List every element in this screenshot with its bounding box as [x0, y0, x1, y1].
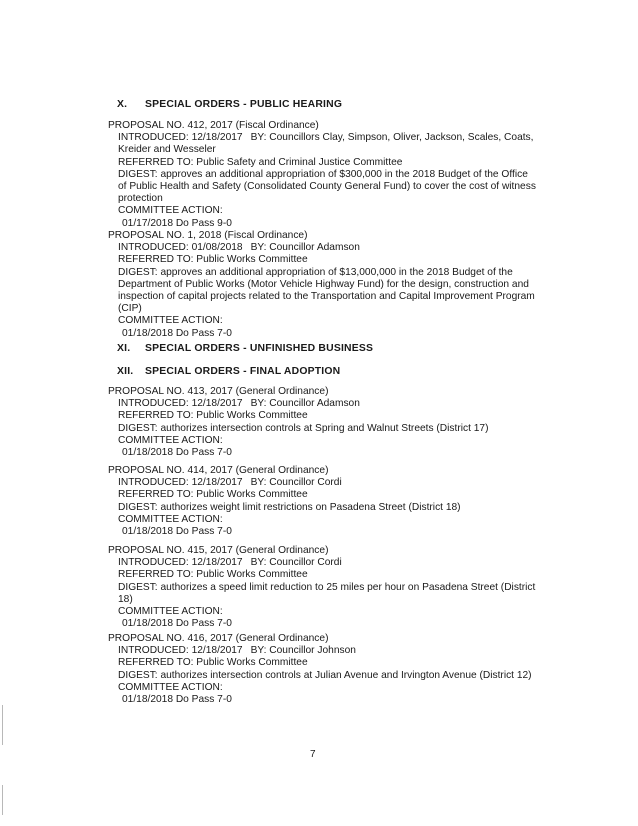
proposal-413-2017 [108, 386, 538, 459]
committee-action-label: COMMITTEE ACTION: [118, 513, 223, 525]
proposal-title: PROPOSAL NO. 416, 2017 (General Ordinance) [108, 633, 329, 644]
section-number: XII. [117, 366, 134, 377]
digest: DIGEST: authorizes intersection controls at Spring and Walnut Streets (District 17) [118, 422, 489, 434]
digest: DIGEST: approves an additional appropriation of $300,000 in the 2018 Budget of the Office of Public Health and Safety (Consolidated County General Fund) to cover the cost of witness protection [118, 168, 536, 205]
introduced-date: INTRODUCED: 12/18/2017 [118, 645, 243, 657]
section-heading-xii [117, 366, 340, 378]
proposal-415-2017 [108, 545, 538, 630]
section-number: XI. [117, 343, 131, 354]
section-title: SPECIAL ORDERS - FINAL ADOPTION [145, 366, 341, 377]
section-title: SPECIAL ORDERS - PUBLIC HEARING [145, 99, 343, 110]
sponsors: BY: Councillor Cordi [250, 477, 342, 489]
referred-to: REFERRED TO: Public Works Committee [118, 569, 308, 581]
page-number: 7 [310, 749, 316, 760]
proposal-introduced-by [118, 132, 538, 156]
committee-result: 01/17/2018 Do Pass 9-0 [122, 217, 232, 229]
sponsors: BY: Councillor Adamson [250, 242, 360, 254]
committee-result: 01/18/2018 Do Pass 7-0 [122, 694, 232, 706]
committee-result: 01/18/2018 Do Pass 7-0 [122, 526, 232, 538]
proposal-416-2017 [108, 633, 538, 706]
proposal-title: PROPOSAL NO. 413, 2017 (General Ordinance) [108, 386, 329, 397]
referred-to: REFERRED TO: Public Safety and Criminal Justice Committee [118, 156, 403, 168]
committee-result: 01/18/2018 Do Pass 7-0 [122, 618, 232, 630]
sponsors: BY: Councillor Adamson [250, 398, 360, 410]
committee-action-label: COMMITTEE ACTION: [118, 434, 223, 446]
proposal-introduced-by [118, 645, 538, 657]
proposal-introduced-by [118, 557, 538, 569]
sponsors: BY: Councillors Clay, Simpson, Oliver, Jackson, Scales, Coats, Kreider and Wesseler [118, 132, 534, 156]
committee-action-label: COMMITTEE ACTION: [118, 606, 223, 618]
proposal-introduced-by [118, 398, 538, 410]
proposal-title: PROPOSAL NO. 1, 2018 (Fiscal Ordinance) [108, 230, 308, 241]
referred-to: REFERRED TO: Public Works Committee [118, 254, 308, 266]
digest: DIGEST: approves an additional appropriation of $13,000,000 in the 2018 Budget of the Department of Public Works (Motor Vehicle Highway Fund) for the design, construction and inspection of capital projects related to the Transportation and Capital Improvement Program (CIP) [118, 266, 535, 315]
scan-edge-mark [2, 705, 3, 745]
introduced-date: INTRODUCED: 12/18/2017 [118, 132, 243, 144]
referred-to: REFERRED TO: Public Works Committee [118, 489, 308, 501]
sponsors: BY: Councillor Johnson [250, 645, 356, 657]
section-heading-xi [117, 343, 373, 355]
introduced-date: INTRODUCED: 12/18/2017 [118, 398, 243, 410]
committee-action-label: COMMITTEE ACTION: [118, 681, 223, 693]
committee-result: 01/18/2018 Do Pass 7-0 [122, 447, 232, 459]
introduced-date: INTRODUCED: 12/18/2017 [118, 477, 243, 489]
section-title: SPECIAL ORDERS - UNFINISHED BUSINESS [145, 343, 374, 354]
proposal-414-2017 [108, 465, 538, 538]
section-heading-x [117, 99, 342, 111]
proposal-412-2017 [108, 120, 538, 230]
proposal-1-2018 [108, 230, 538, 340]
digest: DIGEST: authorizes intersection controls at Julian Avenue and Irvington Avenue (District 12) [118, 669, 532, 681]
sponsors: BY: Councillor Cordi [250, 557, 342, 569]
proposal-title: PROPOSAL NO. 412, 2017 (Fiscal Ordinance) [108, 120, 319, 131]
referred-to: REFERRED TO: Public Works Committee [118, 657, 308, 669]
proposal-introduced-by [118, 242, 538, 254]
proposal-introduced-by [118, 477, 538, 489]
section-number: X. [117, 99, 128, 110]
committee-result: 01/18/2018 Do Pass 7-0 [122, 327, 232, 339]
proposal-title: PROPOSAL NO. 415, 2017 (General Ordinance) [108, 545, 329, 556]
introduced-date: INTRODUCED: 12/18/2017 [118, 557, 243, 569]
introduced-date: INTRODUCED: 01/08/2018 [118, 242, 243, 254]
committee-action-label: COMMITTEE ACTION: [118, 315, 223, 327]
committee-action-label: COMMITTEE ACTION: [118, 205, 223, 217]
scan-edge-mark [2, 785, 3, 815]
proposal-title: PROPOSAL NO. 414, 2017 (General Ordinance) [108, 465, 329, 476]
digest: DIGEST: authorizes weight limit restrictions on Pasadena Street (District 18) [118, 501, 461, 513]
referred-to: REFERRED TO: Public Works Committee [118, 410, 308, 422]
digest: DIGEST: authorizes a speed limit reduction to 25 miles per hour on Pasadena Street (District 18) [118, 581, 536, 605]
